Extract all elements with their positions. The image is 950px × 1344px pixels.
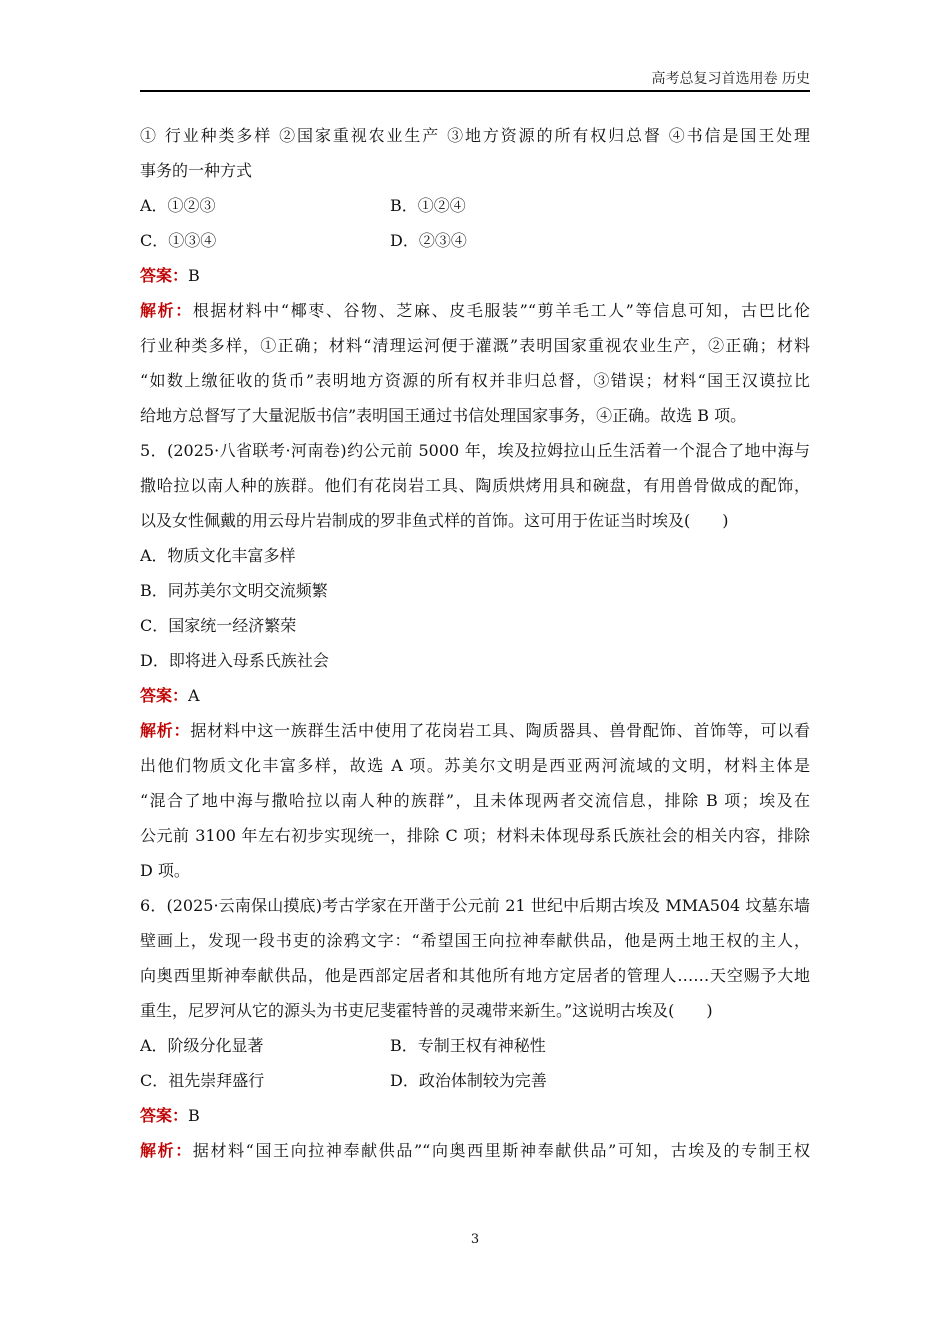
q6-stem-line-3: 向奥西里斯神奉献供品，他是西部定居者和其他所有地方定居者的管理人……天空赐予大地	[140, 966, 810, 985]
q4-option-b: B．①②④	[390, 196, 466, 215]
q4-option-d: D．②③④	[390, 231, 467, 250]
q6-stem-line-1: 6．(2025·云南保山摸底)考古学家在开凿于公元前 21 世纪中后期古埃及 MMA504 坟墓东墙	[140, 896, 810, 915]
q6-option-a: A．阶级分化显著	[140, 1036, 264, 1055]
answer-label: 答案：	[140, 1106, 189, 1125]
answer-label: 答案：	[140, 266, 189, 285]
q5-stem-line-2: 撒哈拉以南人种的族群。他们有花岗岩工具、陶质烘烤用具和碗盘，有用兽骨做成的配饰，	[140, 476, 810, 495]
q5-stem-line-1: 5．(2025·八省联考·河南卷)约公元前 5000 年，埃及拉姆拉山丘生活着一个混合了地中海与	[140, 441, 810, 460]
page-content	[140, 118, 810, 1168]
analysis-label: 解析：	[140, 301, 193, 320]
q6-option-d: D．政治体制较为完善	[390, 1071, 547, 1090]
q4-analysis-line-2: 行业种类多样，①正确；材料“清理运河便于灌溉”表明国家重视农业生产，②正确；材料	[140, 336, 810, 355]
q5-stem-line-3: 以及女性佩戴的用云母片岩制成的罗非鱼式样的首饰。这可用于佐证当时埃及( )	[140, 511, 729, 530]
answer-label: 答案：	[140, 686, 189, 705]
q5-analysis-line-2: 出他们物质文化丰富多样，故选 A 项。苏美尔文明是西亚两河流域的文明，材料主体是	[140, 756, 810, 775]
q4-answer	[140, 258, 810, 293]
q4-statements-line-2: 事务的一种方式	[140, 161, 253, 180]
q4-analysis-line-4: 给地方总督写了大量泥版书信”表明国王通过书信处理国家事务，④正确。故选 B 项。	[140, 406, 747, 425]
q5-analysis-line-1: 解析：据材料中这一族群生活中使用了花岗岩工具、陶质器具、兽骨配饰、首饰等，可以看	[140, 721, 810, 740]
q6-option-c: C．祖先崇拜盛行	[140, 1071, 265, 1090]
q4-options-row-2	[140, 223, 810, 258]
q5-analysis-line-4: 公元前 3100 年左右初步实现统一，排除 C 项；材料未体现母系氏族社会的相关内容，排除	[140, 826, 810, 845]
analysis-label: 解析：	[140, 1141, 193, 1160]
q6-analysis-line-1: 解析：据材料“国王向拉神奉献供品”“向奥西里斯神奉献供品”可知，古埃及的专制王权	[140, 1141, 810, 1160]
page-number: 3	[470, 1232, 480, 1247]
q5-analysis-line-5: D 项。	[140, 861, 190, 880]
analysis-label: 解析：	[140, 721, 191, 740]
q4-options-row-1	[140, 188, 810, 223]
header-title: 高考总复习首选用卷 历史	[651, 71, 810, 87]
q4-option-c: C．①③④	[140, 231, 217, 250]
q4-option-a: A．①②③	[140, 196, 216, 215]
q5-option-c: C．国家统一经济繁荣	[140, 616, 297, 635]
page-header	[140, 64, 810, 92]
q5-option-b: B．同苏美尔文明交流频繁	[140, 581, 328, 600]
q5-answer	[140, 678, 810, 713]
q6-stem-line-4: 重生，尼罗河从它的源头为书吏尼斐霍特普的灵魂带来新生。”这说明古埃及( )	[140, 1001, 713, 1020]
q4-analysis-line-1: 解析：根据材料中“椰枣、谷物、芝麻、皮毛服装”“剪羊毛工人”等信息可知，古巴比伦	[140, 301, 810, 320]
q5-option-a: A．物质文化丰富多样	[140, 546, 296, 565]
q5-option-d: D．即将进入母系氏族社会	[140, 651, 329, 670]
q5-analysis-line-3: “混合了地中海与撒哈拉以南人种的族群”，且未体现两者交流信息，排除 B 项；埃及在	[140, 791, 810, 810]
q6-answer	[140, 1098, 810, 1133]
answer-value: B	[188, 266, 200, 285]
q6-options-row-1	[140, 1028, 810, 1063]
q6-option-b: B．专制王权有神秘性	[390, 1036, 546, 1055]
q6-stem-line-2: 壁画上，发现一段书吏的涂鸦文字：“希望国王向拉神奉献供品，他是两土地王权的主人，	[140, 931, 810, 950]
answer-value: B	[188, 1106, 200, 1125]
q4-analysis-line-3: “如数上缴征收的货币”表明地方资源的所有权并非归总督，③错误；材料“国王汉谟拉比	[140, 371, 810, 390]
q6-options-row-2	[140, 1063, 810, 1098]
answer-value: A	[188, 686, 200, 705]
q4-statements-line-1: ① 行业种类多样 ②国家重视农业生产 ③地方资源的所有权归总督 ④书信是国王处理	[140, 126, 810, 145]
